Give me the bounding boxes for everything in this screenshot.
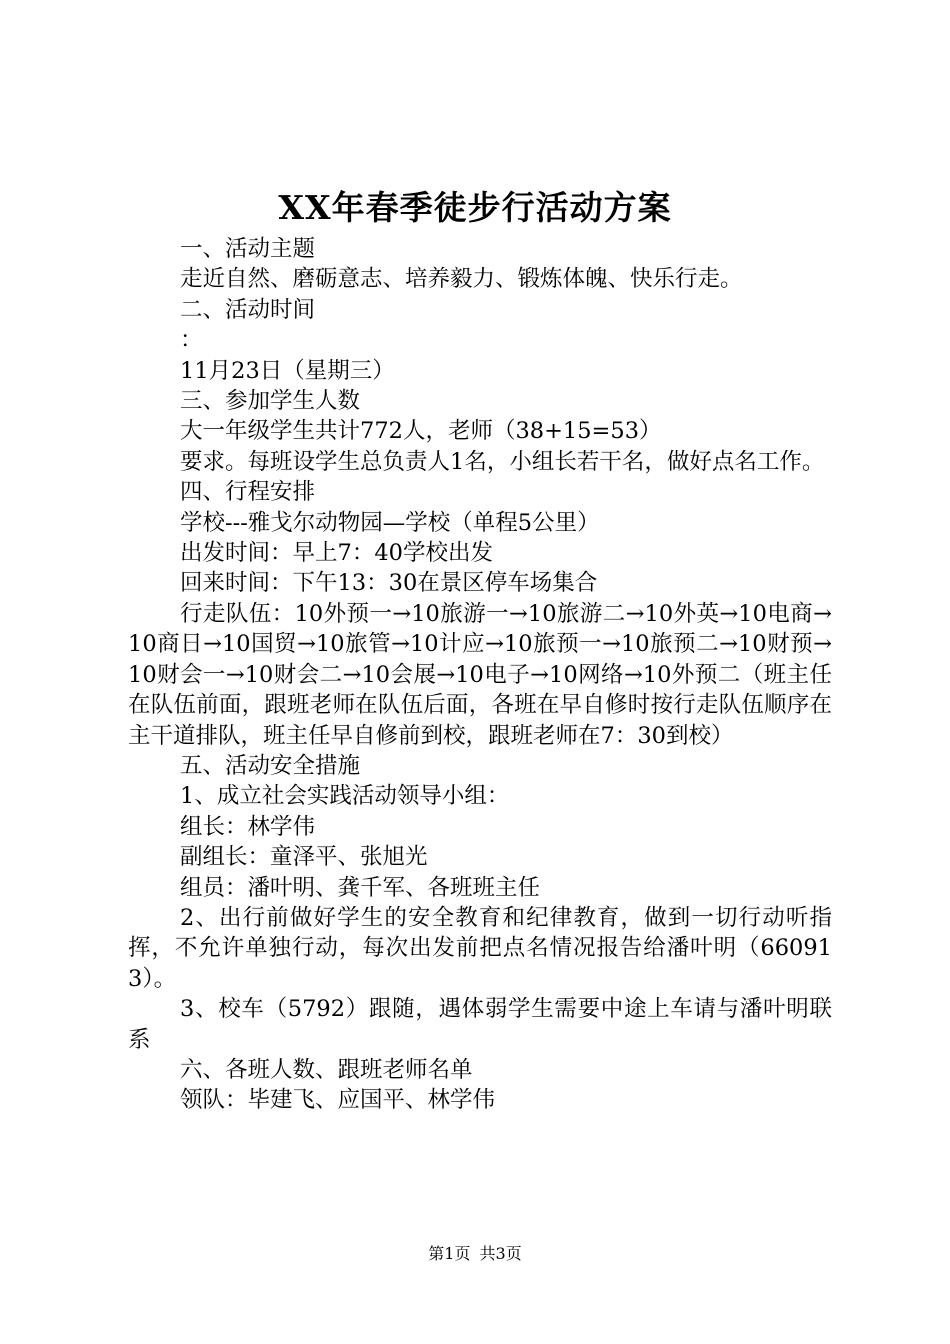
paragraph-team-leaders: 领队：毕建飞、应国平、林学伟 <box>180 1087 496 1114</box>
paragraph-marching-order: 行走队伍：10外预一→10旅游一→10旅游二→10外英→10电商→10商日→10国贸→10旅管→10计应→10旅预一→10旅预二→10财预→10财会一→10财会二→10会展→10电子→10网络→10外预二（班主任在队伍前面，跟班老师在队伍后面，各班在早自修时按行走队伍顺序在主干道排队，班主任早自修前到校，跟班老师在7：30到校） <box>128 600 832 749</box>
section-heading-itinerary: 四、行程安排 <box>180 479 316 506</box>
paragraph-return: 回来时间：下午13：30在景区停车场集合 <box>180 570 598 597</box>
paragraph-route: 学校---雅戈尔动物园—学校（单程5公里） <box>180 509 600 536</box>
section-heading-class-list: 六、各班人数、跟班老师名单 <box>180 1056 473 1083</box>
page-footer <box>0 1243 950 1265</box>
paragraph-leadership-group: 1、成立社会实践活动领导小组： <box>180 783 510 810</box>
paragraph-safety-education: 2、出行前做好学生的安全教育和纪律教育，做到一切行动听指挥，不允许单独行动，每次出发前把点名情况报告给潘叶明（660913）。 <box>128 904 832 992</box>
section-heading-time: 二、活动时间 <box>180 296 316 323</box>
paragraph-departure: 出发时间：早上7：40学校出发 <box>180 540 493 567</box>
document-body <box>128 234 832 1116</box>
paragraph-date: 11月23日（星期三） <box>180 357 395 384</box>
document-title: XX年春季徒步行活动方案 <box>278 188 672 227</box>
page-total: 共3页 <box>479 1244 522 1263</box>
paragraph-school-bus: 3、校车（5792）跟随，遇体弱学生需要中途上车请与潘叶明联系 <box>128 996 832 1053</box>
section-heading-participants: 三、参加学生人数 <box>180 388 361 415</box>
paragraph-colon: ： <box>180 327 203 354</box>
paragraph-requirements: 要求。每班设学生总负责人1名，小组长若干名，做好点名工作。 <box>180 448 825 475</box>
paragraph-theme: 走近自然、磨砺意志、培养毅力、锻炼体魄、快乐行走。 <box>180 266 743 293</box>
paragraph-deputy-leader: 副组长：童泽平、张旭光 <box>180 844 428 871</box>
section-heading-theme: 一、活动主题 <box>180 236 316 262</box>
paragraph-participants: 大一年级学生共计772人，老师（38+15=53） <box>180 418 662 445</box>
section-heading-safety: 五、活动安全措施 <box>180 752 361 779</box>
page-number: 第1页 <box>428 1244 471 1263</box>
paragraph-group-leader: 组长：林学伟 <box>180 813 316 840</box>
paragraph-members: 组员：潘叶明、龚千军、各班班主任 <box>180 874 541 901</box>
